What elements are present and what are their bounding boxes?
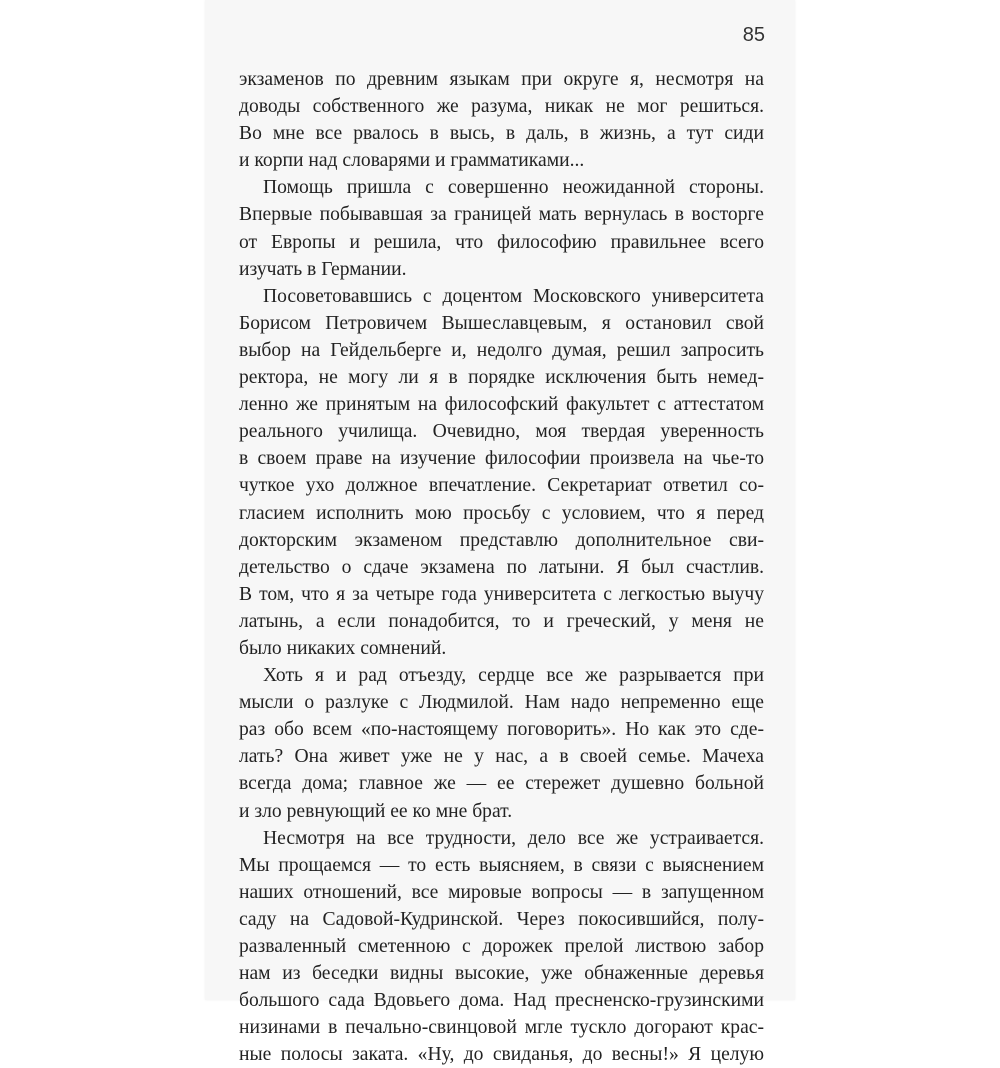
body-text bbox=[239, 66, 764, 1068]
text-line: в своем праве на изучение философии произвела на чье-то bbox=[239, 448, 764, 470]
text-line: разваленный сметенною с дорожек прелой листвою забор bbox=[239, 936, 764, 957]
text-line: доводы собственного же разума, никак не мог решиться. bbox=[239, 96, 764, 118]
text-line: наших отношений, все мировые вопросы — в запущенном bbox=[239, 881, 764, 903]
text-line: ные полосы заката. «Ну, до свиданья, до весны!» Я целую bbox=[239, 1044, 764, 1066]
text-line: выбор на Гейдельберге и, недолго думая, решил запросить bbox=[239, 339, 764, 361]
page-number: 85 bbox=[742, 24, 765, 46]
text-line: латынь, а если понадобится, то и греческий, у меня не bbox=[239, 610, 764, 632]
text-line: Во мне все рвалось в высь, в даль, в жизнь, а тут сиди bbox=[239, 123, 764, 145]
text-line: докторским экзаменом представлю дополнительное сви- bbox=[239, 529, 764, 551]
text-line: ленно же принятым на философский факультет с аттестатом bbox=[239, 394, 764, 416]
text-line: и корпи над словарями и грамматиками... bbox=[239, 150, 585, 172]
text-line: реального училища. Очевидно, моя твердая уверенность bbox=[239, 421, 764, 443]
text-line: Помощь пришла с совершенно неожиданной стороны. bbox=[263, 177, 764, 199]
text-line: Хоть я и рад отъезду, сердце все же разрывается при bbox=[263, 665, 764, 687]
text-line: было никаких сомнений. bbox=[239, 637, 447, 659]
text-line: детельство о сдаче экзамена по латыни. Я был счастлив. bbox=[239, 556, 764, 578]
text-line: чуткое ухо должное впечатление. Секретариат ответил со- bbox=[239, 475, 764, 497]
text-line: ректора, не могу ли я в порядке исключения быть немед- bbox=[239, 367, 764, 389]
text-line: Борисом Петровичем Вышеславцевым, я остановил свой bbox=[239, 312, 764, 334]
text-line: Посоветовавшись с доцентом Московского университета bbox=[263, 285, 764, 307]
text-line: большого сада Вдовьего дома. Над пресненско-грузинскими bbox=[239, 990, 764, 1012]
text-line: и зло ревнующий ее ко мне брат. bbox=[239, 800, 513, 822]
text-line: нам из беседки видны высокие, уже обнаженные деревья bbox=[239, 963, 764, 985]
book-page bbox=[205, 0, 795, 1066]
text-line: от Европы и решила, что философию правильнее всего bbox=[239, 231, 764, 253]
text-line: Несмотря на все трудности, дело все же устраивается. bbox=[263, 827, 764, 849]
text-line: экзаменов по древним языкам при округе я, несмотря на bbox=[239, 69, 764, 90]
text-line: лать? Она живет уже не у нас, а в своей семье. Мачеха bbox=[239, 746, 764, 768]
text-line: саду на Садовой-Кудринской. Через покосившийся, полу- bbox=[239, 908, 764, 930]
text-line: мысли о разлуке с Людмилой. Нам надо непременно еще bbox=[239, 692, 764, 714]
text-line: всегда дома; главное же — ее стережет душевно больной bbox=[239, 773, 764, 795]
text-line: низинами в печально-свинцовой мгле тускло догорают крас- bbox=[239, 1017, 764, 1039]
text-line: Впервые побывавшая за границей мать вернулась в восторге bbox=[239, 204, 764, 226]
text-line: В том, что я за четыре года университета с легкостью выучу bbox=[239, 583, 764, 605]
text-line: Мы прощаемся — то есть выясняем, в связи с выяснением bbox=[239, 854, 764, 876]
text-line: раз обо всем «по-настоящему поговорить». Но как это сде- bbox=[239, 719, 764, 741]
text-line: гласием исполнить мою просьбу с условием, что я перед bbox=[239, 502, 764, 524]
text-line: изучать в Германии. bbox=[239, 258, 407, 280]
